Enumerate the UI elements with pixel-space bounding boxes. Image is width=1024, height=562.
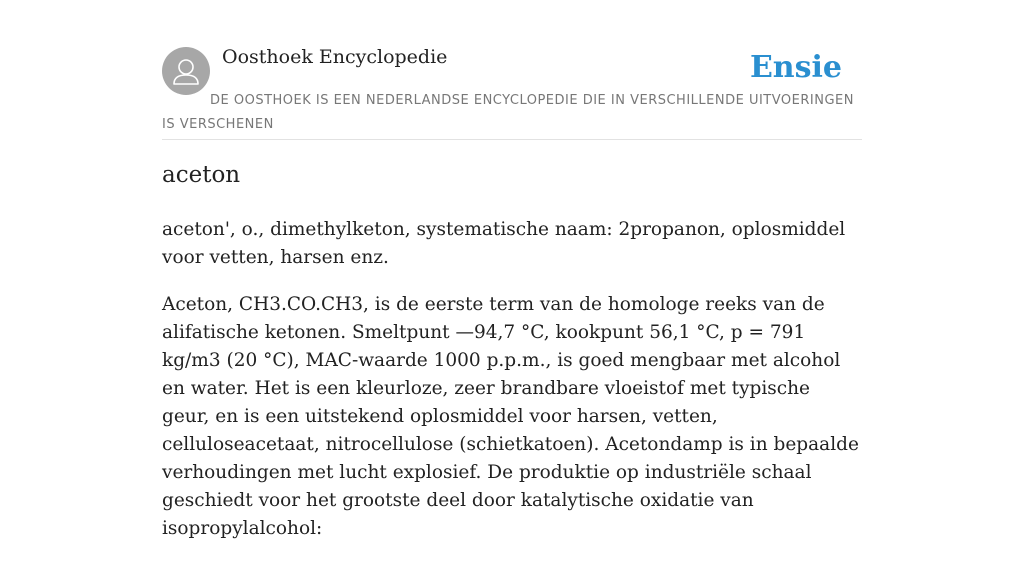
user-silhouette-icon	[162, 47, 210, 95]
brand-logo[interactable]: Ensie	[749, 50, 842, 85]
header-divider	[162, 139, 862, 140]
article-title: aceton	[162, 162, 241, 188]
avatar[interactable]	[162, 47, 210, 95]
article-paragraph: Aceton, CH3.CO.CH3, is de eerste term van de homologe reeks van de alifatische ketonen. Smeltpunt —94,7 °C, kookpunt 56,1 °C, p = 791 kg/m3 (20 °C), MAC-waarde 1000 p.p.m., is goed mengbaar met alcohol en water. Het is een kleurloze, zeer brandbare vloeistof met typische geur, en is een uitstekend oplosmiddel voor harsen, vetten, celluloseacetaat, nitrocellulose (schietkatoen). Acetondamp is in bepaalde verhoudingen met lucht explosief. De produktie op industriële schaal geschiedt voor het grootste deel door katalytische oxidatie van isopropylalcohol:	[162, 294, 859, 539]
source-tagline: DE OOSTHOEK IS EEN NEDERLANDSE ENCYCLOPEDIE DIE IN VERSCHILLENDE UITVOERINGEN IS VERSCHENEN	[162, 93, 854, 132]
article-paragraph: aceton', o., dimethylketon, systematische naam: 2propanon, oplosmiddel voor vetten, harsen enz.	[162, 219, 846, 268]
article-body	[162, 216, 862, 562]
source-name[interactable]: Oosthoek Encyclopedie	[222, 46, 448, 68]
